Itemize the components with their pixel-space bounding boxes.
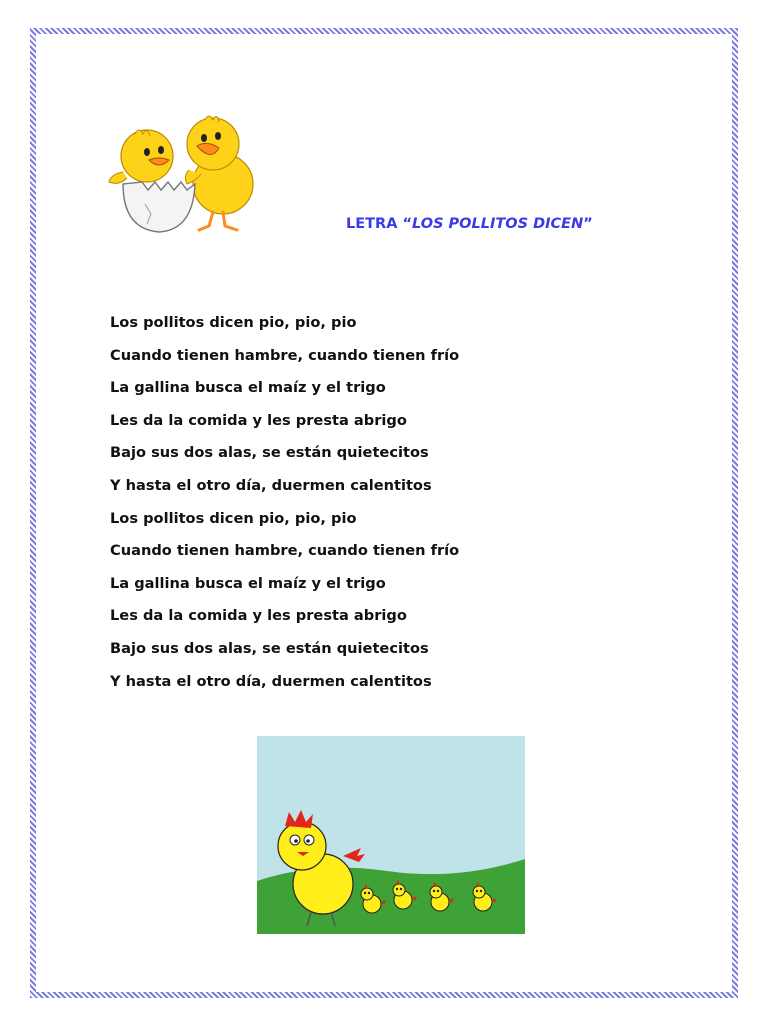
- lyric-line: Bajo sus dos alas, se están quietecitos: [110, 639, 429, 657]
- lyric-line: Les da la comida y les presta abrigo: [110, 411, 407, 429]
- title-prefix: LETRA “: [346, 216, 413, 232]
- title-emphasis: LOS POLLITOS DICEN: [412, 216, 584, 232]
- hen-and-chicks-illustration: [257, 736, 525, 934]
- lyric-line: Cuando tienen hambre, cuando tienen frío: [110, 346, 460, 364]
- lyric-line: La gallina busca el maíz y el trigo: [110, 574, 386, 592]
- lyric-line: Y hasta el otro día, duermen calentitos: [110, 672, 432, 690]
- title-suffix: ”: [583, 216, 593, 232]
- hatching-chicks-illustration: [105, 112, 255, 237]
- left-chick: [109, 130, 173, 183]
- lyric-line: Los pollitos dicen pio, pio, pio: [110, 509, 357, 527]
- right-chick: [185, 116, 253, 230]
- lyric-line: Los pollitos dicen pio, pio, pio: [110, 314, 357, 331]
- lyric-line: La gallina busca el maíz y el trigo: [110, 379, 386, 397]
- song-title: [346, 216, 593, 232]
- lyric-line: Les da la comida y les presta abrigo: [110, 607, 407, 625]
- egg-shell: [123, 182, 195, 232]
- lyric-line: Cuando tienen hambre, cuando tienen frío: [110, 542, 460, 560]
- lyric-line: Y hasta el otro día, duermen calentitos: [110, 476, 432, 494]
- lyric-line: Bajo sus dos alas, se están quietecitos: [110, 444, 429, 462]
- lyrics-list: [110, 312, 459, 703]
